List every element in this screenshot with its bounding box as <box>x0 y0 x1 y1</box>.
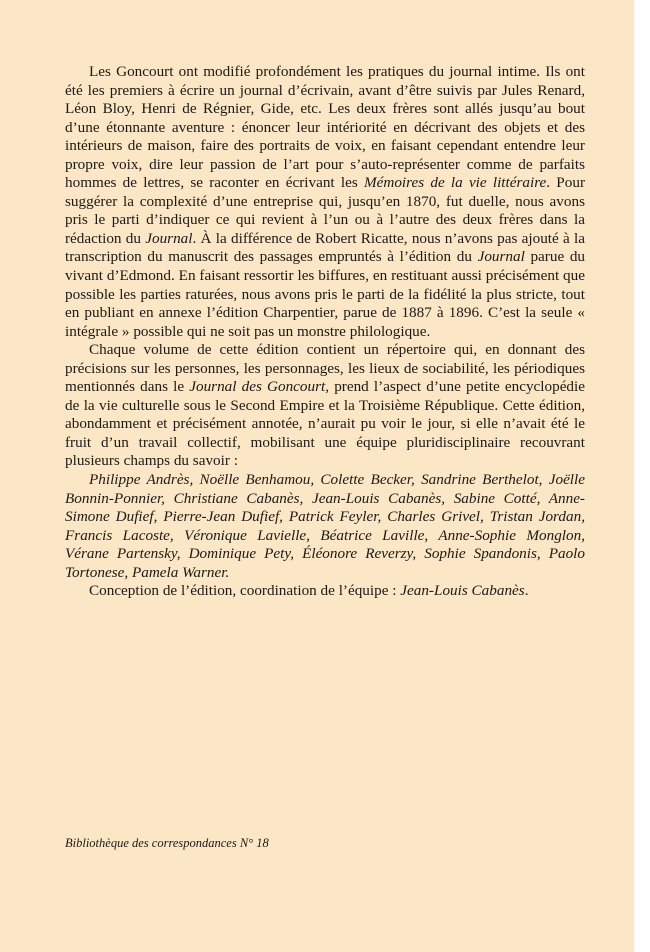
coordinator-name: Jean-Louis Cabanès <box>400 582 525 600</box>
text-segment: , prend l’aspect d’une petite encyclopédie de la vie culturelle sous le Second Empire et la Troisième République. Cette édition, abondamment et précisément annotée, n’aurait pu voir le jour, si elle n’avait été le fruit d’un travail collectif, mobilisant une équipe pluridisciplinaire recouvrant plusieurs champs du savoir : <box>65 378 585 470</box>
text-segment: Chaque volume de cette édition contient un répertoire qui, en donnant des précisions sur les personnes, les personnages, les lieux de sociabilité, les périodiques mentionnés dans le <box>65 341 585 396</box>
series-footer: Bibliothèque des correspondances N° 18 <box>65 836 269 850</box>
text-segment: . <box>524 582 529 600</box>
title-journal-goncourt: Journal des Goncourt <box>189 378 326 396</box>
paragraph-intro <box>65 63 585 341</box>
title-memoires: Mémoires de la vie littéraire <box>363 174 547 192</box>
paragraph-volume <box>65 341 585 471</box>
text-segment: parue du vivant d’Edmond. En faisant ressortir les biffures, en restituant aussi précisément que possible les parties raturées, nous avons pris le parti de la fidélité la plus stricte, tout en publiant en annexe l’édition Charpentier, parue de 1887 à 1896. C’est la seule « intégrale » possible qui ne soit pas un monstre philologique. <box>65 248 586 340</box>
title-journal: Journal <box>145 229 193 247</box>
back-cover-text <box>65 63 585 601</box>
contributor-list: Philippe Andrès, Noëlle Benhamou, Colette Becker, Sandrine Berthelot, Joëlle Bonnin-Ponnier, Christiane Cabanès, Jean-Louis Cabanès, Sabine Cotté, Anne-Simone Dufief, Pierre-Jean Dufief, Patrick Feyler, Charles Grivel, Tristan Jordan, Francis Lacoste, Véronique Lavielle, Béatrice Laville, Anne-Sophie Monglon, Vérane Partensky, Dominique Pety, Éléonore Reverzy, Sophie Spandonis, Paolo Tortonese, Pamela Warner. <box>65 471 585 581</box>
title-journal: Journal <box>477 248 525 266</box>
paragraph-conception <box>65 582 585 601</box>
paragraph-contributors <box>65 471 585 582</box>
text-segment: . Pour suggérer la complexité d’une entreprise qui, jusqu’en 1870, fut duelle, nous avons pris le parti d’indiquer ce qui revient à l’un ou à l’autre des deux frères dans la rédaction du <box>65 174 586 247</box>
text-segment: Les Goncourt ont modifié profondément les pratiques du journal intime. Ils ont été les premiers à écrire un journal d’écrivain, avant d’être suivis par Jules Renard, Léon Bloy, Henri de Régnier, Gide, etc. Les deux frères sont allés jusqu’au bout d’une étonnante aventure : énoncer leur intériorité en décrivant des objets et des intérieurs de maison, faire des portraits de voix, en faisant cependant entendre leur propre voix, dire leur passion de l’art pour s’auto-représenter comme de parfaits hommes de lettres, se raconter en écrivant les <box>65 63 585 192</box>
text-segment: . À la différence de Robert Ricatte, nous n’avons pas ajouté à la transcription du manuscrit des passages empruntés à l’édition du <box>65 229 585 266</box>
text-segment: Conception de l’édition, coordination de l’équipe : <box>89 582 401 600</box>
